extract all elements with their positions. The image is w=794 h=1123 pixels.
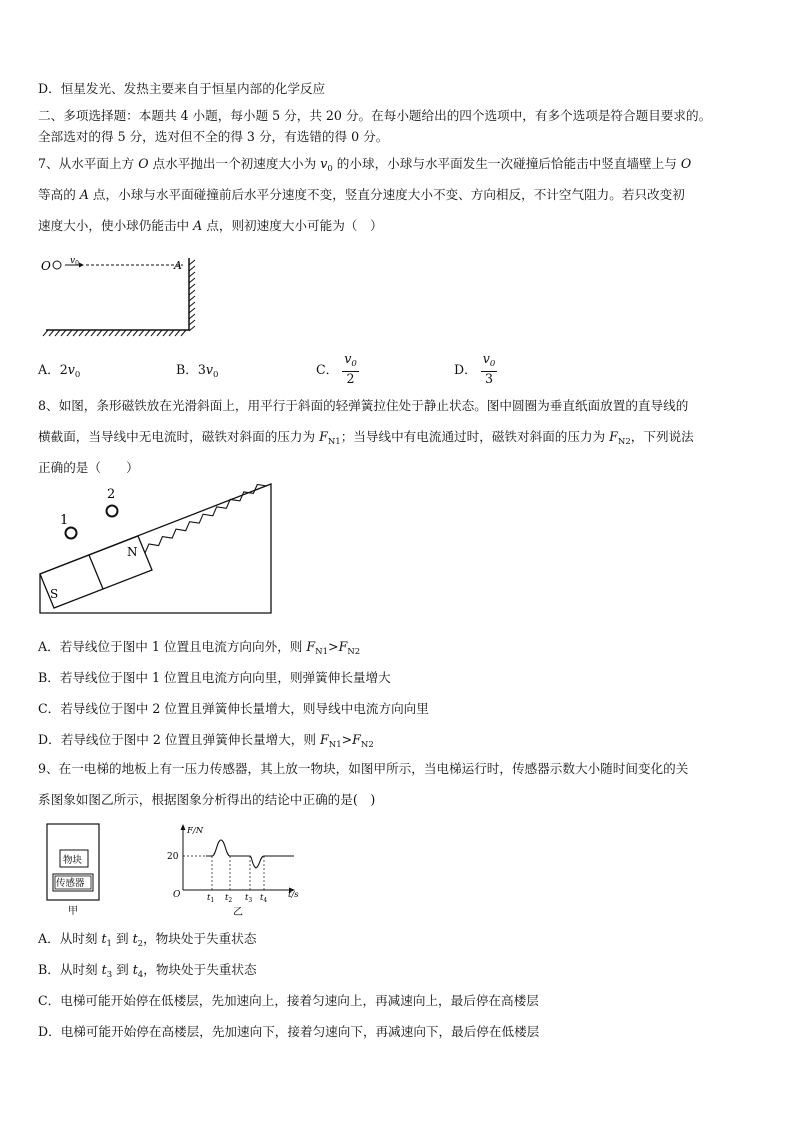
q9-option-b[interactable]: B．从时刻 $t_3$ 到 $t_4$，物块处于失重状态: [38, 962, 257, 980]
q9-fig-t4: $t_4$: [260, 893, 268, 904]
q7-stem-line2: 等高的 A 点，小球与水平面碰撞前后水平分速度不变，竖直分速度大小不变、方向相反，不计空气阻力。若只改变初: [38, 187, 685, 202]
q7-fig-a-label: A: [174, 259, 182, 272]
q9-fig-t-dashes: [212, 856, 264, 890]
q8-fig-wire-1: [66, 528, 77, 539]
q8-stem-line1: 8、如图，条形磁铁放在光滑斜面上，用平行于斜面的轻弹簧拉住处于静止状态。图中圆圈为垂直纸面放置的直导线的: [38, 398, 689, 413]
q8-option-a[interactable]: A．若导线位于图中 1 位置且电流方向向外，则 $F_{N1}>F_{N2}$: [38, 639, 361, 657]
q9-fig-xlabel: t/s: [288, 890, 299, 900]
q9-fig-t2: $t_2$: [225, 893, 233, 904]
q8-fig-spring: [145, 485, 267, 554]
q7-option-a[interactable]: A．$2v_0$: [38, 362, 81, 380]
q8-fig-label-2: 2: [107, 487, 116, 502]
q9-option-d[interactable]: D．电梯可能开始停在高楼层，先加速向下，接着匀速向下，再减速向下，最后停在低楼层: [38, 1024, 540, 1039]
q9-fig-ylabel: F/N: [187, 826, 204, 836]
q9-stem-line2: 系图象如图乙所示，根据图象分析得出的结论中正确的是( ): [38, 792, 376, 807]
q8-fig-s-label: S: [50, 587, 59, 601]
q9-fig-y20: 20: [167, 852, 179, 862]
q9-figure-yi: [160, 822, 310, 918]
q7-option-b[interactable]: B．$3v_0$: [176, 362, 219, 380]
q7-fig-ground-hatch: [43, 330, 186, 336]
q7-figure: [38, 252, 208, 338]
prev-option-d: D．恒星发光、发热主要来自于恒星内部的化学反应: [38, 81, 326, 96]
q7-fig-ball: [53, 261, 61, 269]
q9-fig-origin: O: [173, 890, 181, 900]
q7-stem-line1: 7、从水平面上方 O 点水平抛出一个初速度大小为 $v_0$ 的小球，小球与水平面发生一次碰撞后恰能击中竖直墙壁上与 O: [38, 156, 692, 174]
q7-fig-wall-hatch: [189, 260, 195, 331]
q9-option-c[interactable]: C．电梯可能开始停在低楼层，先加速向上，接着匀速向上，再减速向上，最后停在高楼层: [38, 993, 539, 1008]
q9-fig-y-arrow: [181, 824, 186, 830]
q9-stem-line1: 9、在一电梯的地板上有一压力传感器，其上放一物块，如图甲所示，当电梯运行时，传感器示数大小随时间变化的关: [38, 761, 689, 776]
q9-option-a[interactable]: A．从时刻 $t_1$ 到 $t_2$，物块处于失重状态: [38, 931, 257, 949]
q7-fig-v-label: $v_0$: [70, 256, 79, 267]
q7-option-c[interactable]: C． $\frac{v_0}{2}$: [316, 351, 357, 386]
q7-fig-o-label: O: [41, 259, 51, 273]
q8-fig-wire-2: [107, 506, 118, 517]
q8-stem-line3: 正确的是（ ）: [38, 460, 139, 475]
q9-fig-yi-label: 乙: [233, 907, 243, 918]
q8-option-c[interactable]: C．若导线位于图中 2 位置且弹簧伸长量增大，则导线中电流方向向里: [38, 701, 429, 716]
section2-instructions-line1: 二、多项选择题：本题共 4 小题，每小题 5 分，共 20 分。在每小题给出的四个选项中，有多个选项是符合题目要求的。: [38, 108, 712, 123]
q8-figure: [38, 480, 278, 616]
q8-stem-line2: 横截面，当导线中无电流时，磁铁对斜面的压力为 $F_{N1}$；当导线中有电流通过时，磁铁对斜面的压力为 $F_{N2}$，下列说法: [38, 429, 694, 447]
q9-fig-t3: $t_3$: [245, 893, 253, 904]
q9-fig-t1: $t_1$: [207, 893, 215, 904]
q8-option-d[interactable]: D．若导线位于图中 2 位置且弹簧伸长量增大，则 $F_{N1}>F_{N2}$: [38, 732, 374, 750]
q8-fig-n-label: N: [127, 545, 138, 559]
q7-option-d-fraction: $\frac{v_0}{3}$: [482, 351, 496, 386]
q9-fig-sensor-label: 传感器: [56, 878, 85, 889]
q8-option-b[interactable]: B．若导线位于图中 1 位置且电流方向向里，则弹簧伸长量增大: [38, 670, 391, 685]
section2-instructions-line2: 全部选对的得 5 分，选对但不全的得 3 分，有选错的得 0 分。: [38, 129, 389, 144]
q9-fig-block-label: 物块: [63, 855, 83, 866]
q7-stem-line3: 速度大小，使小球仍能击中 A 点，则初速度大小可能为（ ）: [38, 218, 383, 233]
q7-option-d[interactable]: D． $\frac{v_0}{3}$: [454, 351, 496, 386]
q7-fig-arrowhead: [79, 263, 84, 268]
q9-fig-force-curve: [206, 840, 294, 868]
q9-figure-jia: [44, 822, 104, 918]
q9-fig-jia-label: 甲: [68, 906, 78, 917]
q7-option-c-fraction: $\frac{v_0}{2}$: [344, 351, 357, 386]
q8-fig-label-1: 1: [60, 513, 69, 528]
